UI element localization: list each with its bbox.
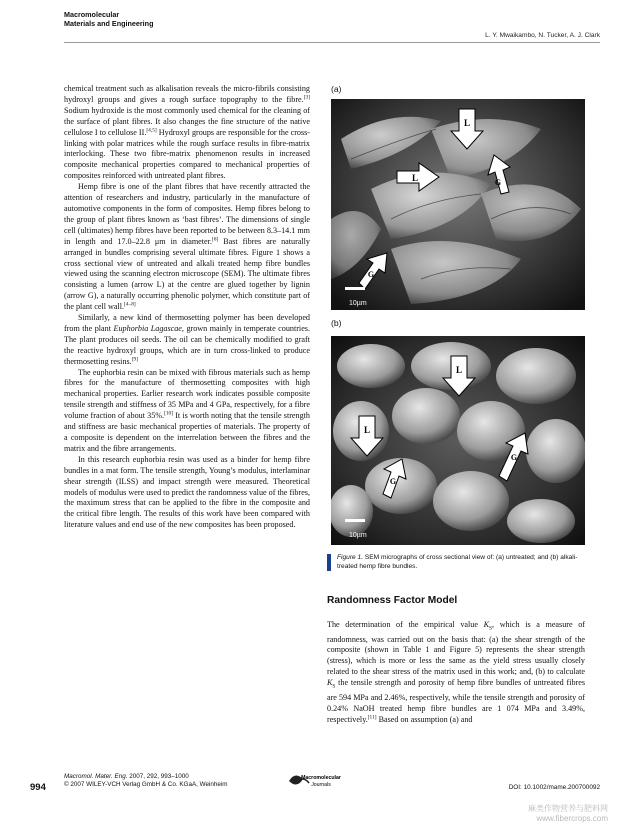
citation: [10]: [164, 410, 174, 417]
journal-title-line2: Materials and Engineering: [64, 19, 154, 28]
right-column-text: [327, 620, 585, 725]
arrow-label: L: [411, 173, 419, 183]
logo-text: Macromolecular: [301, 775, 341, 781]
sem-image-alkali-treated: [331, 336, 585, 545]
scale-bar-label: 10µm: [349, 532, 367, 539]
caption-text: SEM micrographs of cross sectional view of: (a) untreated; and (b) alkali-treated hemp fibre bundles.: [337, 554, 578, 570]
citation: [4–8]: [124, 301, 136, 308]
figure-label-b: (b): [331, 318, 342, 328]
journal-citation: Macromol. Mater. Eng. 2007, 292, 993–1000 © 2007 WILEY-VCH Verlag GmbH & Co. KGaA, Weinheim: [64, 773, 228, 788]
sem-image-untreated: [331, 99, 585, 310]
watermark: 麻类作物营养与肥料网 www.fibercrops.com: [528, 804, 608, 823]
paragraph-5: In this research euphorbia resin was used as a binder for hemp fibre bundles in a mat form. The tensile strength, Young’s modulus, interlaminar shear strength (ILSS) and impact strength were measured. Theoretical models of modulus were used to predict the randomness value of the fibres, the maximum stress that can be applied to the fibre in the composite and the critical fibre length. The results of this work have been compared with literature values and end use of the new composites has been proposed.: [64, 454, 310, 530]
citation: [11]: [367, 713, 377, 720]
arrow-label: G: [494, 178, 502, 187]
journal-title: [64, 10, 153, 28]
species-name: Euphorbia Lagascae: [113, 323, 182, 333]
citation: [3]: [303, 94, 310, 101]
header-rule: [64, 42, 600, 43]
caption-accent-bar: [327, 554, 331, 571]
paragraph-randomness: The determination of the empirical value $K_S$, which is a measure of randomness, was carried out on the basis that: (a) the shear strength of the composite (shown in Table 1 and Figure 5) represents the shear strength (stress), which is more or less the same as the yield stress usually closely related to the shear stress of the matrix used in this work; and, (b) to calculate $K_S$ the tensile strength and porosity of hemp fibre bundles of untreated fibres are 594 MPa and 2.46%, respectively, while the tensile strength and porosity of 0.24% NaOH treated hemp fibre bundles are 1 074 MPa and 3.49%, respectively.[11] Based on assumption (a) and: [327, 620, 585, 724]
figure-label-a: (a): [331, 84, 342, 94]
paragraph-4: The euphorbia resin can be mixed with fibrous materials such as hemp fibres for the manufacture of thermosetting composites with high mechanical properties. Earlier research work indicates possible composite tensile strength and stiffness of 35 MPa and 4 GPa, respectively, for a fibre volume fraction of about 35%.[10] It is worth noting that the tensile strength and stiffness are basic mechanical properties of materials. The property of a composite is dependent on the interrelation between the fibres and the matrix and the fibre arrangements.: [64, 367, 310, 453]
arrow-label: L: [363, 425, 371, 435]
copyright-line: © 2007 WILEY-VCH Verlag GmbH & Co. KGaA, Weinheim: [64, 781, 228, 788]
arrow-label: G: [510, 453, 518, 462]
citation: [6]: [211, 235, 219, 242]
doi: DOI: 10.1002/mame.200700092: [508, 784, 600, 791]
journal-title-line1: Macromolecular: [64, 10, 120, 19]
arrow-label: G: [367, 270, 375, 279]
scale-bar-label: 10µm: [349, 300, 367, 307]
arrow-label: L: [463, 118, 471, 128]
citation: [9]: [131, 355, 138, 362]
logo-text: Journals: [311, 782, 331, 788]
page-number: 994: [30, 782, 46, 793]
publisher-logo: [287, 769, 347, 793]
running-authors: L. Y. Mwaikambo, N. Tucker, A. J. Clark: [485, 32, 600, 39]
paragraph-2: Hemp fibre is one of the plant fibres that have recently attracted the attention of researchers and industry, particularly in the manufacture of automotive components in the form of composites. Hemp fibres belong to the group of plant fibres known as ‘bast fibres’. The dimensions of single cell (ultimates) hemp fibres have been reported to be between 8.3–14.1 mm in length and 17.0–22.8 μm in diameter.[6] Bast fibres are naturally arranged in bundles comprising several ultimate fibres. Figure 1 shows a cross sectional view of untreated and alkali treated hemp fibre bundles viewed using the scanning electron microscope (SEM). The ultimate fibres consisting a lumen (arrow L) at the centre are glued together by lignin (arrow G), a naturally occurring phenolic polymer, which constitute part of the plant cell wall.[4–8]: [64, 182, 310, 312]
caption-label: Figure 1.: [337, 554, 364, 561]
left-column: [64, 84, 310, 531]
arrow-label: L: [455, 365, 463, 375]
citation: [4,5]: [146, 126, 157, 133]
paragraph-3: Similarly, a new kind of thermosetting polymer has been developed from the plant Euphorbia Lagascae, grown mainly in temperate countries. The plant produces oil seeds. The oil can be chemically modified to graft the reactive hydroxyl groups, which are in turn cross-linked to produce thermosetting resins.[9]: [64, 313, 310, 366]
figure-caption: [327, 553, 585, 571]
arrow-label: G: [389, 477, 397, 486]
paragraph-1: chemical treatment such as alkalisation reveals the micro-fibrils consisting hydroxyl groups and gives a rough surface topography to the fibre.[3] Sodium hydroxide is the most commonly used chemical for the cleaning of the surface of plant fibres. It also changes the fine structure of the native cellulose I to cellulose II.[4,5] Hydroxyl groups are responsible for the cross-linking with polar matrices while the rough surface results in fibre-matrix interlocking. These two fibre-matrix phenomenon results in increased composite mechanical properties compared to mechanical properties of composites reinforced with untreated plant fibres.: [64, 84, 310, 181]
section-heading: Randomness Factor Model: [327, 595, 458, 606]
